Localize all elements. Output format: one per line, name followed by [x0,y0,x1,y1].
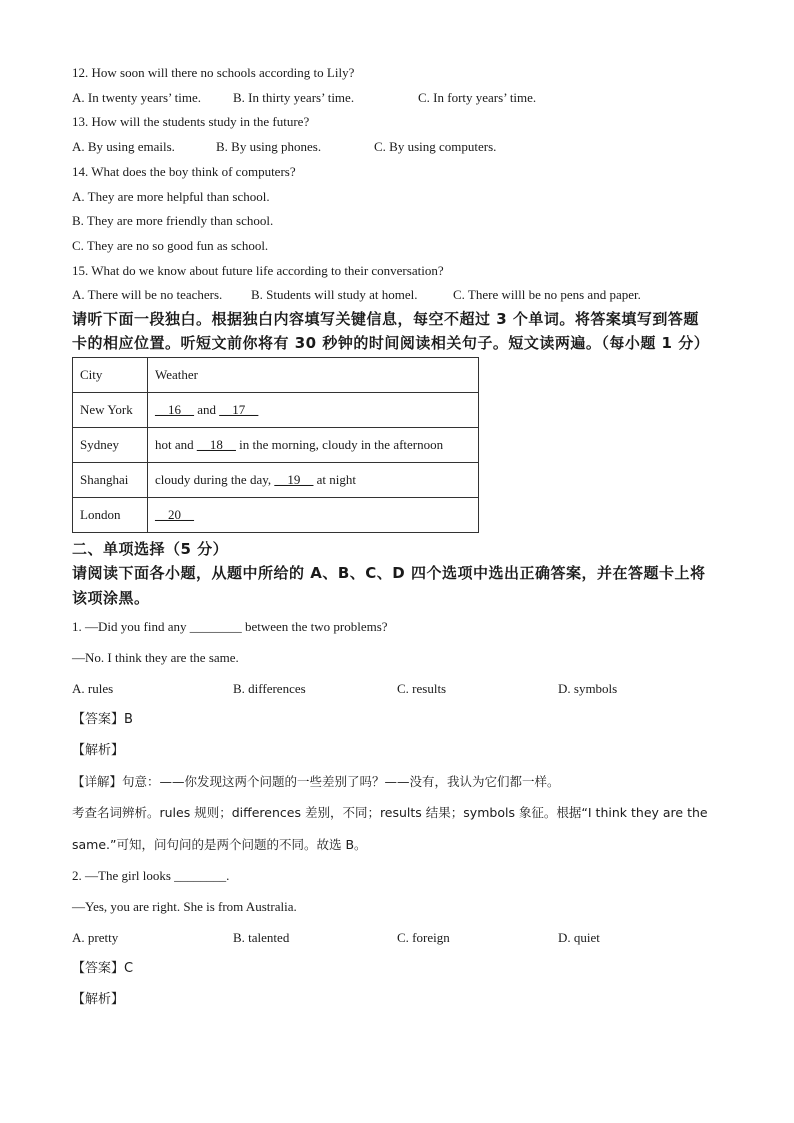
q13-stem: 13. How will the students study in the future? [72,114,310,129]
city-cell: Shanghai [73,463,148,498]
q2-option-c: C. foreign [397,930,450,945]
section2-instruction-line2: 该项涂黑。 [72,589,150,607]
blank-17: __17__ [219,402,259,417]
q1-reply: —No. I think they are the same. [72,650,239,665]
q13-option-a: A. By using emails. [72,139,175,154]
q1-option-b: B. differences [233,681,306,696]
table-row [73,393,479,428]
weather-cell [148,463,479,498]
q13-option-b: B. By using phones. [216,139,322,154]
q1-explanation-line2: same.”可知，问句问的是两个问题的不同。故选 B。 [72,837,367,852]
table-header-row [73,358,479,393]
q2-analysis-label: 【解析】 [72,992,125,1007]
weather-text: and [194,402,220,417]
weather-text: cloudy during the day, [155,472,275,487]
table-row [73,498,479,533]
q14-stem: 14. What does the boy think of computers? [72,164,296,179]
city-cell: London [73,498,148,533]
table-row [73,463,479,498]
q12-option-c: C. In forty years’ time. [418,90,537,105]
q1-option-a: A. rules [72,681,114,696]
city-cell: Sydney [73,428,148,463]
q2-option-b: B. talented [233,930,290,945]
blank-16: __16__ [155,402,194,417]
header-city: City [73,358,148,393]
q2-option-a: A. pretty [72,930,119,945]
q1-answer: 【答案】B [72,712,133,727]
weather-text: at night [313,472,356,487]
q12-stem: 12. How soon will there no schools according to Lily? [72,65,355,80]
weather-cell [148,498,479,533]
q2-option-d: D. quiet [558,930,600,945]
q1-option-c: C. results [397,681,447,696]
section2-instruction-line1: 请阅读下面各小题，从题中所给的 A、B、C、D 四个选项中选出正确答案，并在答题卡上将 [72,564,706,582]
monologue-instruction-line2: 卡的相应位置。听短文前你将有 30 秒钟的时间阅读相关句子。短文读两遍。（每小题 1 分） [72,334,710,352]
q1-stem: 1. —Did you find any ________ between the two problems? [72,619,388,634]
weather-text: hot and [155,437,197,452]
city-cell: New York [73,393,148,428]
weather-text: in the morning, cloudy in the afternoon [235,437,444,452]
blank-19: __19__ [274,472,314,487]
q2-answer: 【答案】C [72,961,134,976]
section2-title: 二、单项选择（5 分） [72,540,229,558]
table-row [73,428,479,463]
q1-analysis-label: 【解析】 [72,743,125,758]
blank-20: __20__ [155,507,194,522]
q14-option-a: A. They are more helpful than school. [72,189,270,204]
q14-option-c: C. They are no so good fun as school. [72,238,269,253]
weather-cell [148,393,479,428]
q2-stem: 2. —The girl looks ________. [72,868,230,883]
q15-option-b: B. Students will study at homel. [251,287,418,302]
q13-option-c: C. By using computers. [374,139,497,154]
monologue-instruction-line1: 请听下面一段独白。根据独白内容填写关键信息，每空不超过 3 个单词。将答案填写到答题 [72,310,699,328]
q15-stem: 15. What do we know about future life according to their conversation? [72,263,444,278]
header-weather: Weather [148,358,479,393]
q15-option-a: A. There will be no teachers. [72,287,223,302]
weather-table [72,357,479,533]
q1-explanation-line1: 考查名词辨析。rules 规则；differences 差别，不同；results 结果；symbols 象征。根据“I think they are the [72,805,708,820]
blank-18: __18__ [196,437,236,452]
weather-cell [148,428,479,463]
q12-option-a: A. In twenty years’ time. [72,90,201,105]
q14-option-b: B. They are more friendly than school. [72,213,274,228]
q1-detail: 【详解】句意：——你发现这两个问题的一些差别了吗？——没有，我认为它们都一样。 [72,774,560,789]
q2-reply: —Yes, you are right. She is from Australia. [72,899,297,914]
q1-option-d: D. symbols [558,681,618,696]
q15-option-c: C. There willl be no pens and paper. [453,287,641,302]
q12-option-b: B. In thirty years’ time. [233,90,355,105]
